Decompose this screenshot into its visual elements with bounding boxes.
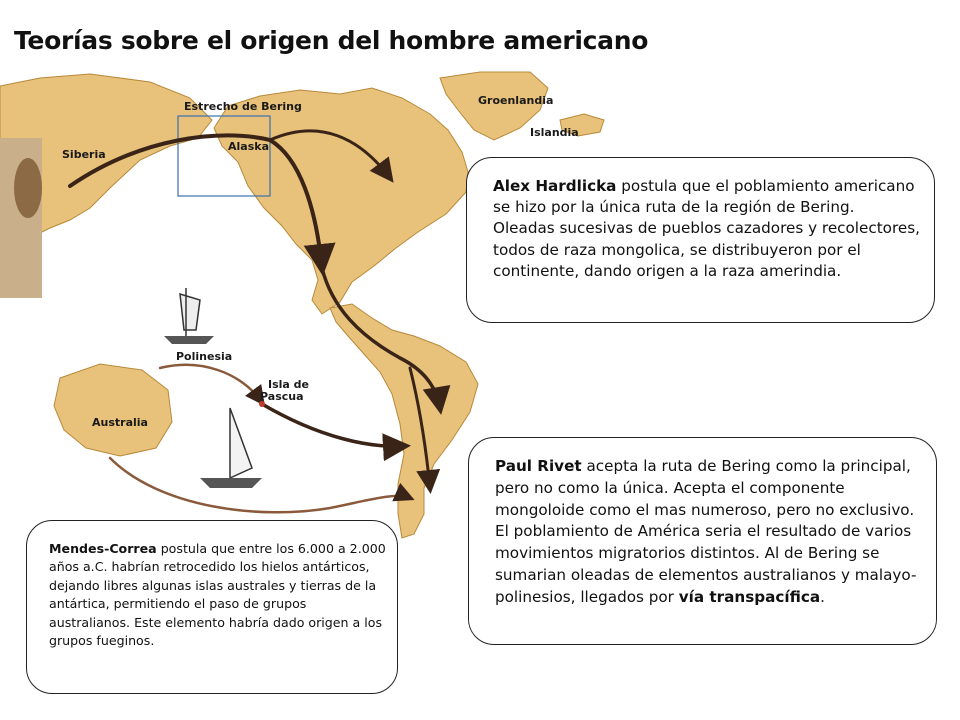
label-polinesia: Polinesia	[176, 350, 233, 363]
rivet-text: acepta la ruta de Bering como la principal, pero no como la única. Acepta el componente mongoloide como el mas numeroso, pero no exclusivo. El poblamiento de América seria el resultado de varios movimientos migratorios distintos. Al de Bering se sumarian oleadas de elementos australianos y malayo-polinesios, llegados por	[495, 457, 917, 606]
hardlicka-theory-box	[466, 157, 935, 323]
mendes-text: postula que entre los 6.000 a 2.000 años a.C. habrían retrocedido los hielos antárticos, dejando libres algunas islas australes y tierras de la antártica, permitiendo el paso de grupos australianos. Este elemento habría dado origen a los grupos fueginos.	[49, 541, 386, 649]
hardlicka-text: postula que el poblamiento americano se hizo por la única ruta de la región de Bering. Oleadas sucesivas de pueblos cazadores y recolectores, todos de raza mongolica, se distribuyeron por el continente, dando origen a la raza amerindia.	[493, 177, 920, 280]
label-bering: Estrecho de Bering	[184, 100, 302, 113]
mendes-name: Mendes-Correa	[49, 541, 157, 556]
page-title: Teorías sobre el origen del hombre americano	[14, 26, 649, 55]
hardlicka-name: Alex Hardlicka	[493, 177, 617, 195]
label-islandia: Islandia	[530, 126, 579, 139]
migrants-illustration	[0, 138, 42, 298]
rivet-name: Paul Rivet	[495, 457, 582, 475]
label-isla-line2: Pascua	[260, 390, 304, 403]
rivet-end: .	[820, 587, 825, 606]
label-australia: Australia	[92, 416, 148, 429]
migrant-figure	[14, 158, 42, 218]
label-alaska: Alaska	[228, 140, 269, 153]
mendes-theory-box	[26, 520, 398, 694]
label-siberia: Siberia	[62, 148, 106, 161]
rivet-theory-box	[468, 437, 937, 645]
label-groenlandia: Groenlandia	[478, 94, 554, 107]
label-isla-line1: Isla de	[268, 378, 309, 391]
rivet-emphasis: vía transpacífica	[678, 587, 821, 606]
